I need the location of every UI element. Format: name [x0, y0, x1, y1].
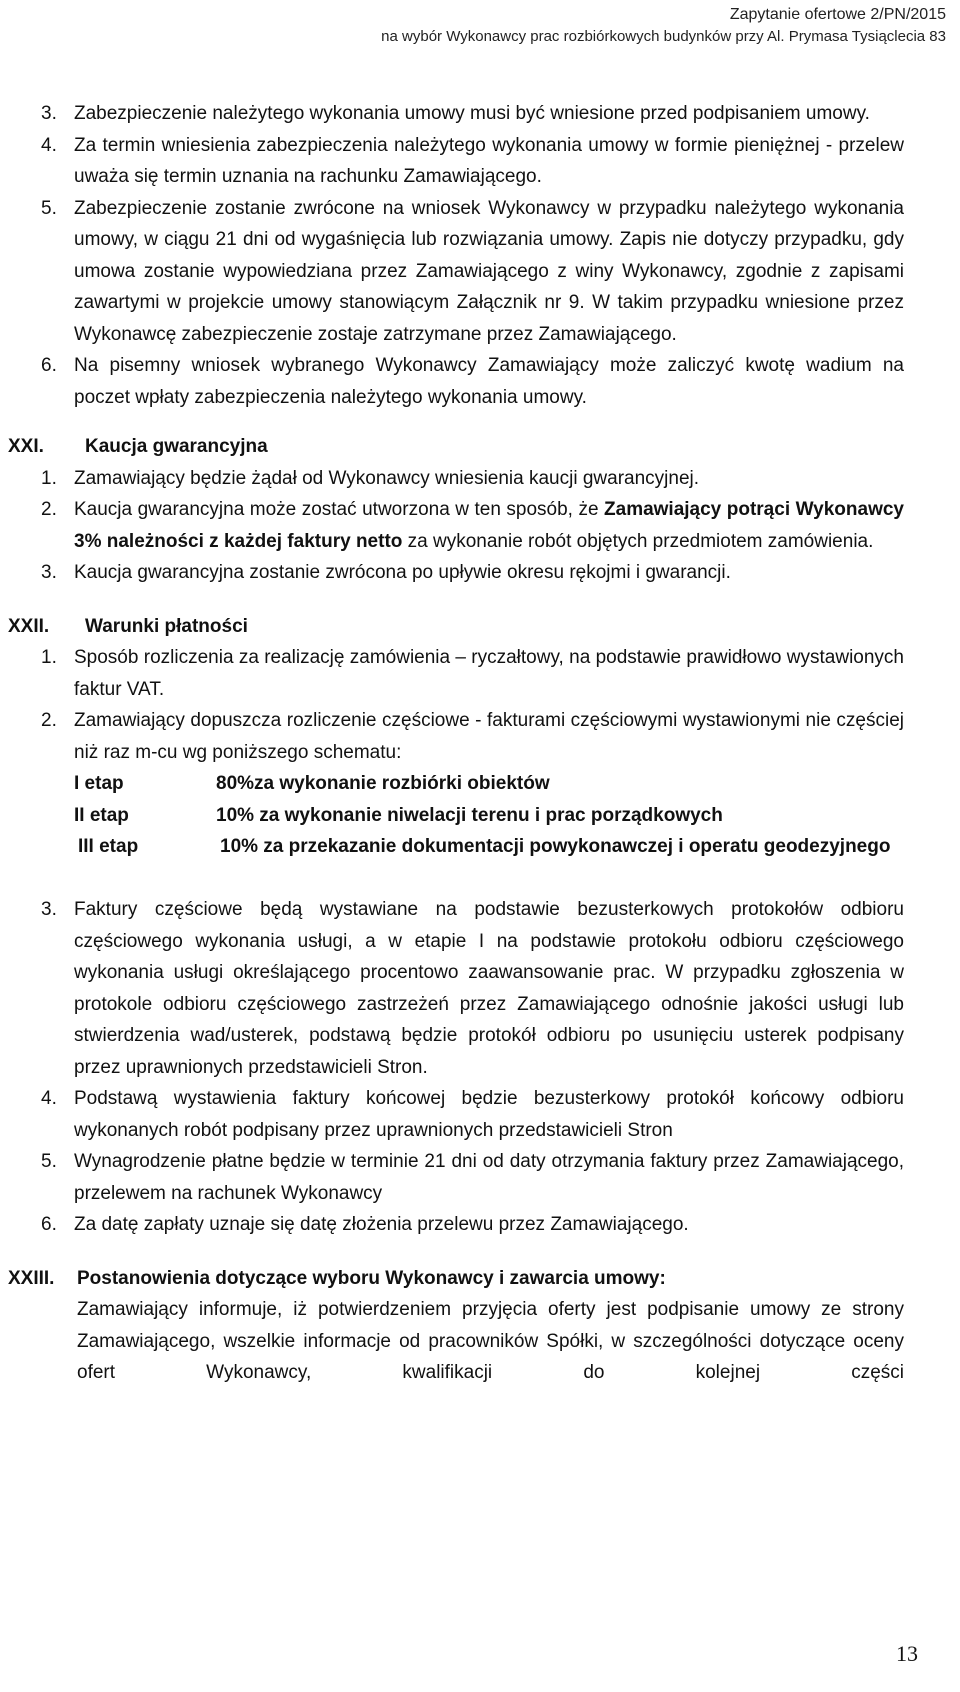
item-number: 3.	[41, 562, 57, 583]
item-number: 4.	[41, 134, 57, 156]
item-text-pre: Kaucja gwarancyjna może zostać utworzona w ten sposób, że	[74, 499, 605, 520]
item-text: Faktury częściowe będą wystawiane na podstawie bezusterkowych protokołów odbioru częściowego wykonania usługi, a w etapie I na podstawie protokołu odbioru częściowego wykonania usługi określającego procentowo zaawansowanie prac. W przypadku zgłoszenia w protokole odbioru częściowego zastrzeżeń przez Zamawiającego odnośnie jakości usługi lub stwierdzenia wad/usterek, podstawą będzie protokół odbioru po usunięciu usterek podpisany przez uprawnionych przedstawicieli Stron.	[74, 899, 904, 1078]
section-heading-xxi	[0, 431, 960, 463]
item-text: Za termin wniesienia zabezpieczenia należytego wykonania umowy w formie pieniężnej - przelew uważa się termin uznania na rachunku Zamawiającego.	[74, 134, 904, 187]
list-item	[0, 642, 960, 705]
payment-schedule	[0, 768, 960, 894]
list-item	[0, 98, 960, 130]
item-text: Kaucja gwarancyjna zostanie zwrócona po upływie okresu rękojmi i gwarancji.	[74, 562, 731, 583]
section-title: Kaucja gwarancyjna	[85, 436, 268, 457]
item-number: 6.	[41, 355, 57, 376]
list-item	[0, 350, 960, 413]
section-number: XXII.	[8, 615, 50, 637]
item-number: 3.	[41, 103, 57, 124]
schedule-row	[0, 800, 960, 832]
schedule-row	[0, 831, 960, 894]
item-number: 2.	[41, 710, 57, 731]
item-text: Zabezpieczenie zostanie zwrócone na wniosek Wykonawcy w przypadku należytego wykonania umowy, w ciągu 21 dni od wygaśnięcia lub rozwiązania umowy. Zapis nie dotyczy przypadku, gdy umowa zostanie wypowiedziana przez Zamawiającego z winy Wykonawcy, zgodnie z zapisami zawartymi w projekcie umowy stanowiącym Załącznik nr 9. W takim przypadku wniesione przez Wykonawcę zabezpieczenie zostaje zatrzymane przez Zamawiającego.	[74, 197, 904, 345]
stage-description: 80%za wykonanie rozbiórki obiektów	[216, 773, 550, 794]
section-heading-xxiii	[0, 1263, 960, 1295]
item-number: 2.	[41, 499, 57, 520]
list-item	[0, 894, 960, 1083]
item-text: Wynagrodzenie płatne będzie w terminie 21 dni od daty otrzymania faktury przez Zamawiającego, przelewem na rachunek Wykonawcy	[74, 1151, 904, 1204]
item-text: Na pisemny wniosek wybranego Wykonawcy Zamawiający może zaliczyć kwotę wadium na poczet wpłaty zabezpieczenia należytego wykonania umowy.	[74, 355, 904, 408]
list-item	[0, 557, 960, 589]
stage-label: II etap	[74, 804, 129, 826]
stage-label: I etap	[74, 773, 124, 794]
schedule-row	[0, 768, 960, 800]
item-text: Zamawiający dopuszcza rozliczenie częściowe - fakturami częściowymi wystawionymi nie częściej niż raz m-cu wg poniższego schematu:	[74, 710, 904, 763]
item-number: 6.	[41, 1214, 57, 1235]
page-header	[381, 4, 946, 48]
item-text: Zamawiający będzie żądał od Wykonawcy wniesienia kaucji gwarancyjnej.	[74, 467, 700, 489]
list-item	[0, 1083, 960, 1146]
item-number: 5.	[41, 1151, 57, 1172]
item-text: Sposób rozliczenia za realizację zamówienia – ryczałtowy, na podstawie prawidłowo wystawionych faktur VAT.	[74, 647, 904, 700]
list-item	[0, 494, 960, 557]
stage-description: 10% za przekazanie dokumentacji powykonawczej i operatu geodezyjnego	[220, 836, 891, 857]
item-text: Za datę zapłaty uznaje się datę złożenia przelewu przez Zamawiającego.	[74, 1214, 689, 1235]
section-heading-xxii	[0, 611, 960, 643]
list-item	[0, 463, 960, 495]
section-paragraph: Zamawiający informuje, iż potwierdzeniem przyjęcia oferty jest podpisanie umowy ze strony Zamawiającego, wszelkie informacje od pracowników Spółki, w szczególności dotyczące oceny ofert Wykonawcy, kwalifikacji do kolejnej części	[77, 1299, 904, 1383]
item-number: 1.	[41, 647, 57, 668]
header-title: Zapytanie ofertowe 2/PN/2015	[729, 6, 946, 23]
item-text-post: za wykonanie robót objętych przedmiotem zamówienia.	[402, 530, 874, 552]
item-text-bold: Zamawiający potrąci Wykonawcy 3% należności z każdej faktury netto	[74, 499, 905, 552]
section-title: Warunki płatności	[85, 615, 248, 637]
list-item	[0, 130, 960, 193]
stage-label: III etap	[78, 836, 139, 857]
list-item	[0, 705, 960, 768]
item-text: Zabezpieczenie należytego wykonania umowy musi być wniesione przed podpisaniem umowy.	[74, 103, 870, 124]
section-title: Postanowienia dotyczące wyboru Wykonawcy i zawarcia umowy:	[77, 1267, 666, 1289]
section-number: XXIII.	[8, 1267, 55, 1289]
section-number: XXI.	[8, 436, 44, 457]
document-body	[0, 98, 960, 1389]
header-subtitle: na wybór Wykonawcy prac rozbiórkowych budynków przy Al. Prymasa Tysiąclecia 83	[381, 28, 946, 45]
item-number: 5.	[41, 197, 57, 219]
item-number: 3.	[41, 899, 57, 920]
item-number: 4.	[41, 1088, 57, 1109]
stage-description: 10% za wykonanie niwelacji terenu i prac porządkowych	[216, 804, 723, 826]
page-number: 13	[896, 1641, 918, 1666]
item-number: 1.	[41, 467, 57, 489]
list-item	[0, 1146, 960, 1209]
list-item	[0, 1209, 960, 1241]
item-text: Podstawą wystawienia faktury końcowej będzie bezusterkowy protokół końcowy odbioru wykonanych robót podpisany przez uprawnionych przedstawicieli Stron	[74, 1088, 904, 1141]
list-item	[0, 193, 960, 351]
